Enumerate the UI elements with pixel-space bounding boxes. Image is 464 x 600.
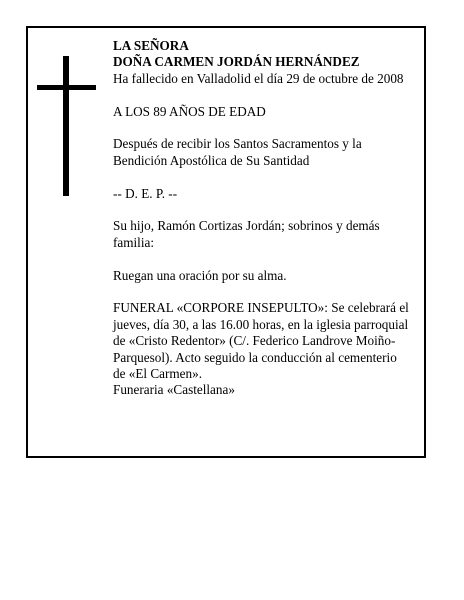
funeral-line-5: de «El Carmen». (113, 366, 202, 382)
funeral-line-4: Parquesol). Acto seguido la conducción al cementerio (113, 349, 397, 365)
funeral-home: Funeraria «Castellana» (113, 382, 235, 398)
title-line: LA SEÑORA (113, 38, 189, 53)
deceased-name: DOÑA CARMEN JORDÁN HERNÁNDEZ (113, 54, 360, 70)
family-line-2: familia: (113, 234, 155, 250)
rip-line: -- D. E. P. -- (113, 185, 178, 201)
obituary-text-block (113, 38, 425, 399)
sacraments-line-1: Después de recibir los Santos Sacramentos y la (113, 136, 362, 152)
funeral-line-1: FUNERAL «CORPORE INSEPULTO»: Se celebrará el (113, 300, 409, 316)
funeral-line-2: jueves, día 30, a las 16.00 horas, en la iglesia parroquial (113, 316, 409, 332)
prayer-request: Ruegan una oración por su alma. (113, 267, 287, 283)
funeral-line-3: de «Cristo Redentor» (C/. Federico Landrove Moiño- (113, 333, 396, 349)
age-line: A LOS 89 AÑOS DE EDAD (113, 103, 266, 119)
sacraments-line-2: Bendición Apostólica de Su Santidad (113, 152, 310, 168)
cross-icon-vertical-bar (63, 56, 69, 196)
cross-icon-horizontal-bar (37, 85, 96, 90)
family-line-1: Su hijo, Ramón Cortizas Jordán; sobrinos y demás (113, 218, 380, 234)
death-date-line: Ha fallecido en Valladolid el día 29 de octubre de 2008 (113, 70, 404, 86)
